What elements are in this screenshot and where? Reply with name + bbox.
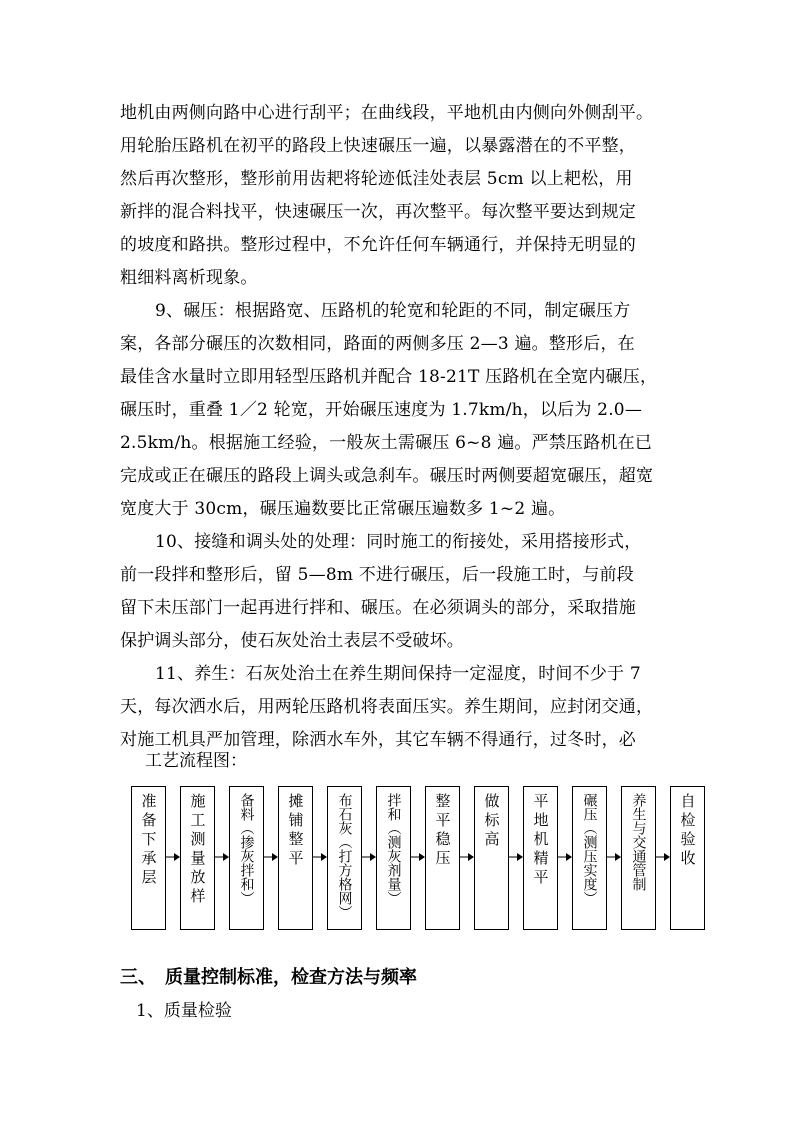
text-line: 地机由两侧向路中心进行刮平；在曲线段，平地机由内侧向外侧刮平。 — [120, 103, 654, 123]
arrow-right-icon — [558, 852, 572, 862]
text-line: 对施工机具严加管理，除洒水车外，其它车辆不得通行，过冬时，必 — [120, 730, 636, 750]
flow-step-box — [229, 786, 264, 930]
flow-step-box — [376, 786, 411, 930]
flow-step-box — [523, 786, 558, 930]
flow-step-label: 自检验收 — [678, 793, 697, 869]
text-line: 前一段拌和整形后，留 5—8m 不进行碾压，后一段施工时，与前段 — [120, 565, 634, 585]
arrow-right-icon — [264, 852, 278, 862]
text-line: 新拌的混合料找平，快速碾压一次，再次整平。每次整平要达到规定 — [120, 202, 636, 222]
subsection-heading: 1、质量检验 — [136, 1001, 232, 1021]
text-line: 保护调头部分，使石灰处治土表层不受破坏。 — [120, 631, 464, 651]
text-line: 完成或正在碾压的路段上调头或急刹车。碾压时两侧要超宽碾压，超宽 — [120, 466, 654, 486]
arrow-right-icon — [460, 852, 474, 862]
section-heading: 三、 质量控制标准，检查方法与频率 — [120, 967, 417, 988]
arrow-right-icon — [313, 852, 327, 862]
arrow-right-icon — [166, 852, 180, 862]
text-line: 宽度大于 30cm，碾压遍数要比正常碾压遍数多 1~2 遍。 — [120, 499, 566, 519]
arrow-right-icon — [607, 852, 621, 862]
flow-step-label: 整平稳压 — [433, 793, 452, 869]
flow-step-label: 拌和（测灰剂量） — [385, 793, 402, 905]
flow-step-label: 平地机精平 — [531, 793, 550, 888]
arrow-right-icon — [509, 852, 523, 862]
flow-step-label: 摊铺整平 — [286, 793, 305, 869]
text-line: 碾压时，重叠 1／2 轮宽，开始碾压速度为 1.7km/h，以后为 2.0— — [120, 400, 643, 420]
text-line: 9、碾压：根据路宽、压路机的轮宽和轮距的不同，制定碾压方 — [155, 301, 631, 321]
flow-step-box — [131, 786, 166, 930]
flow-step-label: 准备下承层 — [139, 793, 158, 888]
flow-step-label: 施工测量放样 — [188, 793, 207, 907]
flow-step-box — [425, 786, 460, 930]
process-flow-chart — [131, 786, 699, 932]
arrow-right-icon — [362, 852, 376, 862]
arrow-right-icon — [215, 852, 229, 862]
text-line: 案，各部分碾压的次数相同，路面的两侧多压 2—3 遍。整形后，在 — [120, 334, 635, 354]
text-line: 然后再次整形，整形前用齿耙将轮迹低洼处表层 5cm 以上耙松，用 — [120, 169, 633, 189]
arrow-right-icon — [411, 852, 425, 862]
flow-step-label: 备料（掺灰拌和） — [238, 793, 255, 905]
flow-step-box — [670, 786, 705, 930]
text-line: 用轮胎压路机在初平的路段上快速碾压一遍，以暴露潜在的不平整， — [120, 136, 636, 156]
flow-step-label: 碾压（测压实度） — [581, 793, 598, 905]
flow-step-box — [327, 786, 362, 930]
flow-step-box — [474, 786, 509, 930]
text-line: 留下未压部门一起再进行拌和、碾压。在必须调头的部分，采取措施 — [120, 598, 636, 618]
text-line: 粗细料离析现象。 — [120, 268, 258, 288]
flow-step-label: 布石灰（打方格网） — [336, 793, 353, 919]
flow-step-label: 养生与交通管制 — [630, 793, 647, 891]
arrow-right-icon — [656, 852, 670, 862]
flow-step-box — [180, 786, 215, 930]
flow-step-box — [572, 786, 607, 930]
flow-step-box — [278, 786, 313, 930]
text-line: 2.5km/h。根据施工经验，一般灰土需碾压 6~8 遍。严禁压路机在已 — [120, 433, 653, 453]
text-line: 11、养生：石灰处治土在养生期间保持一定湿度，时间不少于 7 — [155, 664, 641, 684]
flow-chart-title: 工艺流程图： — [145, 751, 247, 771]
text-line: 最佳含水量时立即用轻型压路机并配合 18-21T 压路机在全宽内碾压， — [120, 367, 658, 387]
flow-step-label: 做标高 — [482, 793, 501, 850]
text-line: 天，每次洒水后，用两轮压路机将表面压实。养生期间，应封闭交通， — [120, 697, 654, 717]
text-line: 10、接缝和调头处的处理：同时施工的衔接处，采用搭接形式， — [155, 532, 642, 552]
flow-step-box — [621, 786, 656, 930]
text-line: 的坡度和路拱。整形过程中，不允许任何车辆通行，并保持无明显的 — [120, 235, 636, 255]
